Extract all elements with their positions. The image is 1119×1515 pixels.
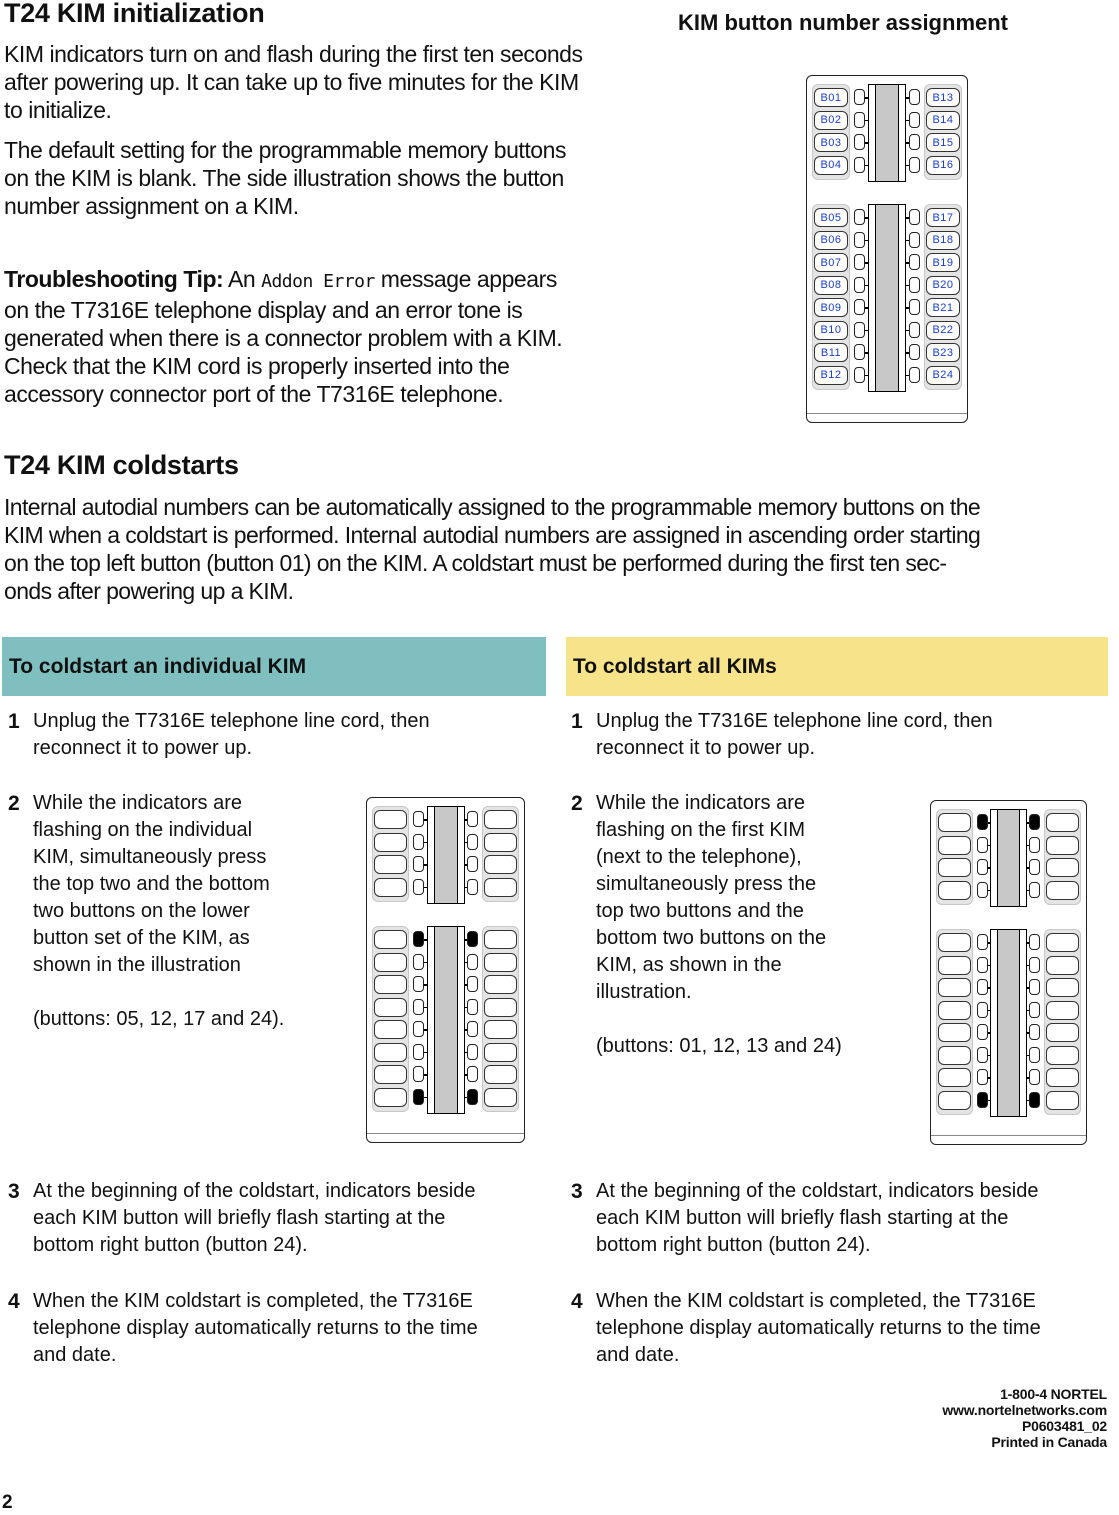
connector-line [906,285,909,287]
indicator-24-lit-icon [1029,1092,1040,1108]
individual-step-1: 1 Unplug the T7316E telephone line cord, then reconnect it to power up. [8,710,430,759]
connector-line [865,262,868,264]
memory-button-13: B13 [926,88,960,107]
memory-button-05 [374,930,407,949]
connector-line [906,375,909,377]
memory-button-10 [374,1043,407,1062]
memory-button-15 [1046,858,1079,877]
connector-line [424,1007,427,1009]
connector-line [865,240,868,242]
individual-step-2: 2 While the indicators are flashing on the individual KIM, simultaneously press the top two and the bottom two buttons on the lower button set of the KIM, as shown in the illustration (buttons: 05, 12, 17 and 24). [8,792,285,1030]
memory-button-23 [1046,1068,1079,1087]
indicator-01-lit-icon [977,814,988,830]
connector-line [465,1029,467,1031]
indicator-01-icon [854,89,865,105]
indicator-14-icon [909,112,920,128]
memory-button-24 [484,1088,517,1107]
addon-error-display-text: Addon Error [261,271,375,292]
connector-line [465,939,467,941]
indicator-16-icon [1029,882,1040,898]
memory-button-22: B22 [926,321,960,340]
kim-base-line [367,1133,524,1134]
connector-line [865,375,868,377]
memory-button-04: B04 [814,156,848,175]
memory-button-08: B08 [814,276,848,295]
indicator-13-icon [467,811,478,827]
memory-button-06 [938,956,971,975]
connector-line [906,120,909,122]
memory-button-21: B21 [926,298,960,317]
indicator-20-icon [467,999,478,1015]
memory-button-11 [374,1065,407,1084]
memory-button-06 [374,953,407,972]
indicator-08-icon [977,1002,988,1018]
indicator-21-icon [1029,1024,1040,1040]
connector-line [865,165,868,167]
indicator-19-icon [467,976,478,992]
label-strip [427,926,465,1114]
all-kims-header: To coldstart all KIMs [566,637,1108,696]
indicator-17-icon [909,209,920,225]
memory-button-09 [374,1020,407,1039]
indicator-16-icon [467,879,478,895]
indicator-20-icon [909,277,920,293]
memory-button-09 [938,1023,971,1042]
button-assignment-title: KIM button number assignment [678,10,1008,35]
indicator-22-icon [467,1044,478,1060]
indicator-23-icon [909,344,920,360]
memory-button-14 [1046,836,1079,855]
memory-button-11: B11 [814,343,848,362]
connector-line [988,942,990,944]
indicator-11-icon [854,344,865,360]
indicator-14-icon [467,834,478,850]
connector-line [906,97,909,99]
connector-line [988,1055,990,1057]
connector-line [906,142,909,144]
memory-button-03 [938,858,971,877]
kim-base-line [807,413,967,414]
memory-button-16: B16 [926,156,960,175]
connector-line [1027,1010,1029,1012]
indicator-22-icon [1029,1047,1040,1063]
indicator-06-icon [413,954,424,970]
indicator-04-icon [977,882,988,898]
connector-line [424,887,427,889]
indicator-15-icon [909,134,920,150]
individual-kim-illustration [366,797,525,1143]
memory-button-02 [374,833,407,852]
connector-line [1027,942,1029,944]
label-strip-window [875,205,899,391]
memory-button-15 [484,855,517,874]
memory-button-07: B07 [814,253,848,272]
memory-button-20 [1046,1001,1079,1020]
indicator-23-icon [467,1066,478,1082]
connector-line [424,842,427,844]
connector-line [865,352,868,354]
indicator-21-icon [467,1021,478,1037]
indicator-21-icon [909,299,920,315]
connector-line [988,1100,990,1102]
memory-button-20: B20 [926,276,960,295]
memory-button-21 [1046,1023,1079,1042]
indicator-19-icon [909,254,920,270]
indicator-04-icon [854,157,865,173]
indicator-06-icon [977,957,988,973]
indicator-04-icon [413,879,424,895]
memory-button-08 [938,1001,971,1020]
indicator-03-icon [977,859,988,875]
connector-line [1027,965,1029,967]
individual-step-3: 3 At the beginning of the coldstart, indicators beside each KIM button will briefly flash starting at the bottom right button (button 24). [8,1180,476,1256]
memory-button-22 [1046,1046,1079,1065]
memory-button-19 [1046,978,1079,997]
memory-button-22 [484,1043,517,1062]
all-step-1: 1 Unplug the T7316E telephone line cord, then reconnect it to power up. [571,710,993,759]
connector-line [1027,867,1029,869]
connector-line [988,1032,990,1034]
memory-button-13 [1046,813,1079,832]
label-strip [990,809,1027,907]
memory-button-16 [1046,881,1079,900]
connector-line [465,1052,467,1054]
label-strip-window [875,85,899,181]
individual-step-4: 4 When the KIM coldstart is completed, the T7316E telephone display automatically returns to the time and date. [8,1290,478,1366]
memory-button-19 [484,975,517,994]
connector-line [424,1029,427,1031]
memory-button-05 [938,933,971,952]
connector-line [424,819,427,821]
memory-button-02: B02 [814,111,848,130]
indicator-14-icon [1029,837,1040,853]
memory-button-02 [938,836,971,855]
indicator-08-icon [854,277,865,293]
label-strip [427,806,465,904]
indicator-16-icon [909,157,920,173]
memory-button-17: B17 [926,208,960,227]
connector-line [465,864,467,866]
memory-button-23 [484,1065,517,1084]
indicator-18-icon [909,232,920,248]
connector-line [906,240,909,242]
connector-line [465,962,467,964]
indicator-05-lit-icon [413,931,424,947]
indicator-05-icon [854,209,865,225]
indicator-01-icon [413,811,424,827]
label-strip [868,84,906,182]
connector-line [988,965,990,967]
memory-button-13 [484,810,517,829]
indicator-02-icon [413,834,424,850]
indicator-02-icon [854,112,865,128]
indicator-10-icon [977,1047,988,1063]
indicator-10-icon [413,1044,424,1060]
connector-line [465,842,467,844]
memory-button-12: B12 [814,366,848,385]
memory-button-19: B19 [926,253,960,272]
connector-line [988,1010,990,1012]
kim-button-assignment-diagram [806,75,968,423]
indicator-18-icon [1029,957,1040,973]
connector-line [424,984,427,986]
connector-line [988,987,990,989]
memory-button-04 [374,878,407,897]
individual-kim-header: To coldstart an individual KIM [2,637,546,696]
indicator-03-icon [854,134,865,150]
connector-line [424,864,427,866]
indicator-22-icon [909,322,920,338]
connector-line [1027,1100,1029,1102]
connector-line [424,1052,427,1054]
label-strip-window [434,807,458,903]
memory-button-24: B24 [926,366,960,385]
connector-line [1027,1032,1029,1034]
connector-line [424,939,427,941]
connector-line [988,1077,990,1079]
memory-button-18 [484,953,517,972]
connector-line [424,1074,427,1076]
connector-line [988,890,990,892]
all-step-3: 3 At the beginning of the coldstart, indicators beside each KIM button will briefly flash starting at the bottom right button (button 24). [571,1180,1039,1256]
indicator-13-lit-icon [1029,814,1040,830]
indicator-06-icon [854,232,865,248]
memory-button-10 [938,1046,971,1065]
connector-line [465,887,467,889]
memory-button-16 [484,878,517,897]
memory-button-01 [938,813,971,832]
memory-button-14: B14 [926,111,960,130]
memory-button-06: B06 [814,231,848,250]
connector-line [465,1074,467,1076]
memory-button-14 [484,833,517,852]
connector-line [465,1007,467,1009]
memory-button-12 [938,1091,971,1110]
memory-button-23: B23 [926,343,960,362]
connector-line [865,97,868,99]
connector-line [865,330,868,332]
connector-line [1027,845,1029,847]
memory-button-09: B09 [814,298,848,317]
connector-line [1027,1077,1029,1079]
indicator-12-lit-icon [413,1089,424,1105]
connector-line [1027,890,1029,892]
connector-line [465,819,467,821]
indicator-19-icon [1029,979,1040,995]
connector-line [1027,987,1029,989]
all-step-4: 4 When the KIM coldstart is completed, the T7316E telephone display automatically returns to the time and date. [571,1290,1041,1366]
indicator-18-icon [467,954,478,970]
indicator-07-icon [413,976,424,992]
indicator-24-lit-icon [467,1089,478,1105]
memory-button-18 [1046,956,1079,975]
indicator-12-icon [854,367,865,383]
memory-button-17 [484,930,517,949]
initialization-paragraph-2: The default setting for the programmable memory buttons on the KIM is blank. The side illustration shows the button number assignment on a KIM. [4,137,567,219]
memory-button-08 [374,998,407,1017]
memory-button-18: B18 [926,231,960,250]
label-strip [990,929,1027,1117]
memory-button-17 [1046,933,1079,952]
initialization-paragraph-1: KIM indicators turn on and flash during the first ten seconds after powering up. It can take up to five minutes for the KIM to initialize. [4,41,583,123]
indicator-09-icon [413,1021,424,1037]
connector-line [465,984,467,986]
indicator-10-icon [854,322,865,338]
connector-line [1027,822,1029,824]
connector-line [865,307,868,309]
indicator-24-icon [909,367,920,383]
memory-button-01: B01 [814,88,848,107]
coldstarts-title: T24 KIM coldstarts [4,450,239,480]
indicator-07-icon [854,254,865,270]
indicator-11-icon [413,1066,424,1082]
memory-button-12 [374,1088,407,1107]
connector-line [906,262,909,264]
memory-button-01 [374,810,407,829]
indicator-07-icon [977,979,988,995]
connector-line [988,867,990,869]
connector-line [988,822,990,824]
connector-line [865,217,868,219]
indicator-12-lit-icon [977,1092,988,1108]
connector-line [865,120,868,122]
connector-line [906,307,909,309]
memory-button-04 [938,881,971,900]
label-strip-window [434,927,458,1113]
connector-line [988,845,990,847]
memory-button-20 [484,998,517,1017]
connector-line [1027,1055,1029,1057]
indicator-23-icon [1029,1069,1040,1085]
label-strip-window [997,810,1020,906]
memory-button-07 [938,978,971,997]
troubleshooting-tip: Troubleshooting Tip: An Addon Error message appears on the T7316E telephone display and an error tone is generated when there is a connector problem with a KIM. Check that the KIM cord is properly inserted into the accessory connector port of the T7316E telephone. [4,266,563,407]
label-strip-window [997,930,1020,1116]
memory-button-11 [938,1068,971,1087]
connector-line [906,352,909,354]
connector-line [906,165,909,167]
memory-button-07 [374,975,407,994]
memory-button-03: B03 [814,133,848,152]
connector-line [906,217,909,219]
memory-button-24 [1046,1091,1079,1110]
all-step-2: 2 While the indicators are flashing on the first KIM (next to the telephone), simultaneously press the top two buttons and the bottom two buttons on the KIM, as shown in the illustration. (buttons: 01, 12, 13 and 24) [571,792,842,1057]
all-kims-illustration [930,800,1087,1145]
memory-button-05: B05 [814,208,848,227]
indicator-15-icon [1029,859,1040,875]
indicator-09-icon [977,1024,988,1040]
coldstarts-paragraph: Internal autodial numbers can be automatically assigned to the programmable memory buttons on the KIM when a coldstart is performed. Internal autodial numbers are assigned in ascending order starting on the top left button (button 01) on the KIM. A coldstart must be performed during the first ten sec- onds after powering up a KIM. [4,494,981,604]
indicator-09-icon [854,299,865,315]
memory-button-10: B10 [814,321,848,340]
indicator-17-lit-icon [467,931,478,947]
indicator-08-icon [413,999,424,1015]
footer-contact: 1-800-4 NORTEL www.nortelnetworks.com P0603481_02 Printed in Canada [942,1386,1107,1450]
connector-line [906,330,909,332]
tip-label: Troubleshooting Tip: [4,266,224,292]
kim-base-line [931,1135,1086,1136]
connector-line [465,1097,467,1099]
indicator-03-icon [413,856,424,872]
page-number: 2 [2,1492,13,1513]
label-strip [868,204,906,392]
memory-button-03 [374,855,407,874]
connector-line [424,1097,427,1099]
indicator-20-icon [1029,1002,1040,1018]
indicator-11-icon [977,1069,988,1085]
connector-line [865,142,868,144]
connector-line [424,962,427,964]
connector-line [865,285,868,287]
indicator-13-icon [909,89,920,105]
indicator-15-icon [467,856,478,872]
memory-button-15: B15 [926,133,960,152]
indicator-05-icon [977,934,988,950]
indicator-17-icon [1029,934,1040,950]
initialization-title: T24 KIM initialization [4,0,265,28]
memory-button-21 [484,1020,517,1039]
indicator-02-icon [977,837,988,853]
